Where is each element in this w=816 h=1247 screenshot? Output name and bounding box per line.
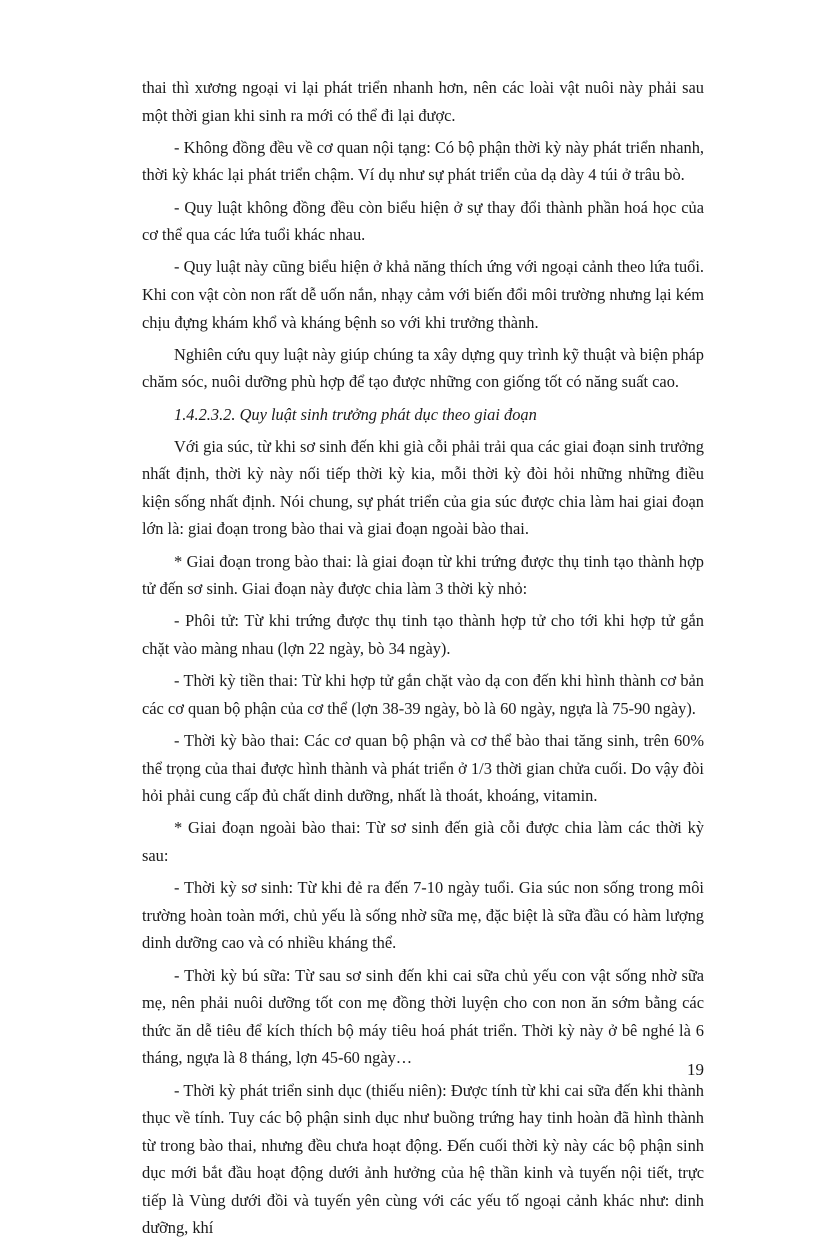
paragraph-12: * Giai đoạn ngoài bào thai: Từ sơ sinh đến già cỗi được chia làm các thời kỳ sau: [142,818,704,865]
paragraph-14: - Thời kỳ bú sữa: Từ sau sơ sinh đến khi cai sữa chủ yếu con vật sống nhờ sữa mẹ, nên phải nuôi dưỡng tốt con mẹ đồng thời luyện cho con non ăn sớm bằng các thức ăn dễ tiêu để kích thích bộ máy tiêu hoá phát triển. Thời kỳ này ở bê nghé là 6 tháng, ngựa là 8 tháng, lợn 45-60 ngày… [142,965,704,1068]
paragraph-7: Với gia súc, từ khi sơ sinh đến khi già cỗi phải trải qua các giai đoạn sinh trưởng nhất định, thời kỳ này nối tiếp thời kỳ kia, mỗi thời kỳ đòi hỏi những những điều kiện sống nhất định. Nói chung, sự phát triển của gia súc được chia làm hai giai đoạn lớn là: giai đoạn trong bào thai và giai đoạn ngoài bào thai. [142,436,704,539]
paragraph-3: - Quy luật không đồng đều còn biểu hiện ở sự thay đổi thành phần hoá học của cơ thể qua các lứa tuổi khác nhau. [142,197,704,245]
page-body [142,74,704,1247]
paragraph-11: - Thời kỳ bào thai: Các cơ quan bộ phận và cơ thể bào thai tăng sinh, trên 60% thể trọng của thai được hình thành và phát triển ở 1/3 thời gian chửa cuối. Do vậy đòi hỏi phải cung cấp đủ chất dinh dưỡng, nhất là thoát, khoáng, vitamin. [142,731,704,806]
page-number: 19 [687,1060,704,1079]
paragraph-10: - Thời kỳ tiền thai: Từ khi hợp tử gắn chặt vào dạ con đến khi hình thành cơ bản các cơ quan bộ phận của cơ thể (lợn 38-39 ngày, bò là 60 ngày, ngựa là 75-90 ngày). [142,671,704,718]
paragraph-13: - Thời kỳ sơ sinh: Từ khi đẻ ra đến 7-10 ngày tuổi. Gia súc non sống trong môi trường hoàn toàn mới, chủ yếu là sống nhờ sữa mẹ, đặc biệt là sữa đầu có hàm lượng dinh dưỡng cao và có nhiều kháng thể. [142,878,704,953]
section-heading: 1.4.2.3.2. Quy luật sinh trưởng phát dục theo giai đoạn [174,404,537,424]
paragraph-2: - Không đồng đều về cơ quan nội tạng: Có bộ phận thời kỳ này phát triển nhanh, thời kỳ khác lại phát triển chậm. Ví dụ như sự phát triển của dạ dày 4 túi ở trâu bò. [142,137,704,185]
paragraph-5: Nghiên cứu quy luật này giúp chúng ta xây dựng quy trình kỹ thuật và biện pháp chăm sóc, nuôi dưỡng phù hợp để tạo được những con giống tốt có năng suất cao. [142,344,704,392]
paragraph-15: - Thời kỳ phát triển sinh dục (thiếu niên): Được tính từ khi cai sữa đến khi thành thục về tính. Tuy các bộ phận sinh dục như buồng trứng hay tinh hoàn đã hình thành từ trong bào thai, nhưng đều chưa hoạt động. Đến cuối thời kỳ này các bộ phận sinh dục mới bắt đầu hoạt động dưới ảnh hưởng của hệ thần kinh và tuyến nội tiết, trực tiếp là Vùng dưới đồi và tuyến yên cùng với các yếu tố ngoại cảnh khác như: dinh dưỡng, khí [142,1080,704,1238]
paragraph-4: - Quy luật này cũng biểu hiện ở khả năng thích ứng với ngoại cảnh theo lứa tuổi. Khi con vật còn non rất dễ uốn nắn, nhạy cảm với biến đổi môi trường nhưng lại kém chịu đựng khám khổ và kháng bệnh so với khi trưởng thành. [142,257,704,332]
paragraph-9: - Phôi tử: Từ khi trứng được thụ tinh tạo thành hợp tử cho tới khi hợp tử gắn chặt vào màng nhau (lợn 22 ngày, bò 34 ngày). [142,611,704,659]
paragraph-8: * Giai đoạn trong bào thai: là giai đoạn từ khi trứng được thụ tinh tạo thành hợp tử đến sơ sinh. Giai đoạn này được chia làm 3 thời kỳ nhỏ: [142,551,704,599]
paragraph-1: thai thì xương ngoại vi lại phát triển nhanh hơn, nên các loài vật nuôi này phải sau một thời gian khi sinh ra mới có thể đi lại được. [142,78,704,125]
